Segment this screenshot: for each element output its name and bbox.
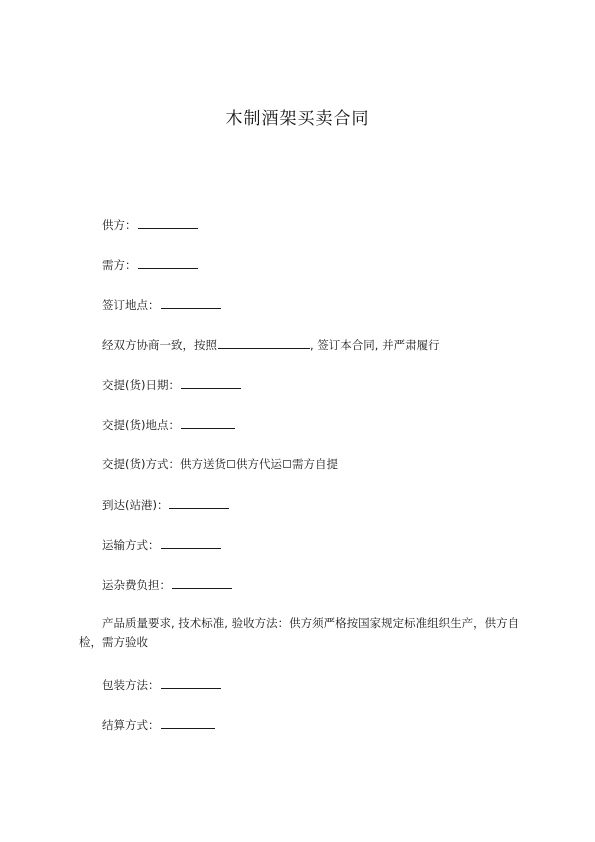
delivery-date-line bbox=[102, 376, 241, 393]
delivery-place-label: 交提(货)地点： bbox=[102, 418, 180, 432]
packing-blank[interactable] bbox=[161, 676, 221, 689]
buyer-label: 需方： bbox=[102, 258, 137, 272]
buyer-blank[interactable] bbox=[138, 256, 198, 269]
settlement-line bbox=[102, 716, 215, 733]
quality-paragraph: 产品质量要求, 技术标准, 验收方法：供方须严格按国家规定标准组织生产，供方自检，需方验收 bbox=[79, 616, 520, 649]
delivery-method-line bbox=[102, 456, 338, 472]
supplier-blank[interactable] bbox=[138, 216, 198, 229]
option-buyer-pickup: 需方自提 bbox=[291, 457, 338, 471]
agreement-text-after: , 签订本合同, 并严肃履行 bbox=[310, 338, 440, 352]
freight-line bbox=[102, 576, 232, 593]
agreement-text-before: 经双方协商一致，按照 bbox=[102, 338, 217, 352]
delivery-date-label: 交提(货)日期： bbox=[102, 378, 180, 392]
arrival-label: 到达(站港)： bbox=[102, 498, 169, 512]
freight-label: 运杂费负担： bbox=[102, 578, 171, 592]
settlement-label: 结算方式： bbox=[102, 718, 160, 732]
arrival-blank[interactable] bbox=[169, 496, 229, 509]
supplier-line bbox=[102, 216, 198, 233]
sign-place-blank[interactable] bbox=[161, 296, 221, 309]
transport-label: 运输方式： bbox=[102, 538, 160, 552]
buyer-line bbox=[102, 256, 198, 273]
packing-line bbox=[102, 676, 221, 693]
packing-label: 包装方法： bbox=[102, 678, 160, 692]
agreement-line bbox=[102, 336, 440, 353]
sign-place-line bbox=[102, 296, 221, 313]
delivery-place-line bbox=[102, 416, 235, 433]
option-supplier-delivery: 供方送货 bbox=[179, 457, 226, 471]
settlement-blank[interactable] bbox=[161, 716, 215, 729]
supplier-label: 供方： bbox=[102, 218, 137, 232]
agreement-blank[interactable] bbox=[218, 336, 310, 349]
delivery-place-blank[interactable] bbox=[181, 416, 235, 429]
page-title: 木制酒架买卖合同 bbox=[225, 109, 370, 129]
sign-place-label: 签订地点： bbox=[102, 298, 160, 312]
option-supplier-ship: 供方代运 bbox=[235, 457, 282, 471]
option-supplier-ship-checkbox[interactable] bbox=[227, 460, 235, 468]
freight-blank[interactable] bbox=[172, 576, 232, 589]
arrival-line bbox=[102, 496, 229, 513]
transport-blank[interactable] bbox=[161, 536, 221, 549]
delivery-method-label: 交提(货)方式： bbox=[102, 457, 180, 471]
delivery-date-blank[interactable] bbox=[181, 376, 241, 389]
option-buyer-pickup-checkbox[interactable] bbox=[283, 460, 291, 468]
transport-line bbox=[102, 536, 221, 553]
